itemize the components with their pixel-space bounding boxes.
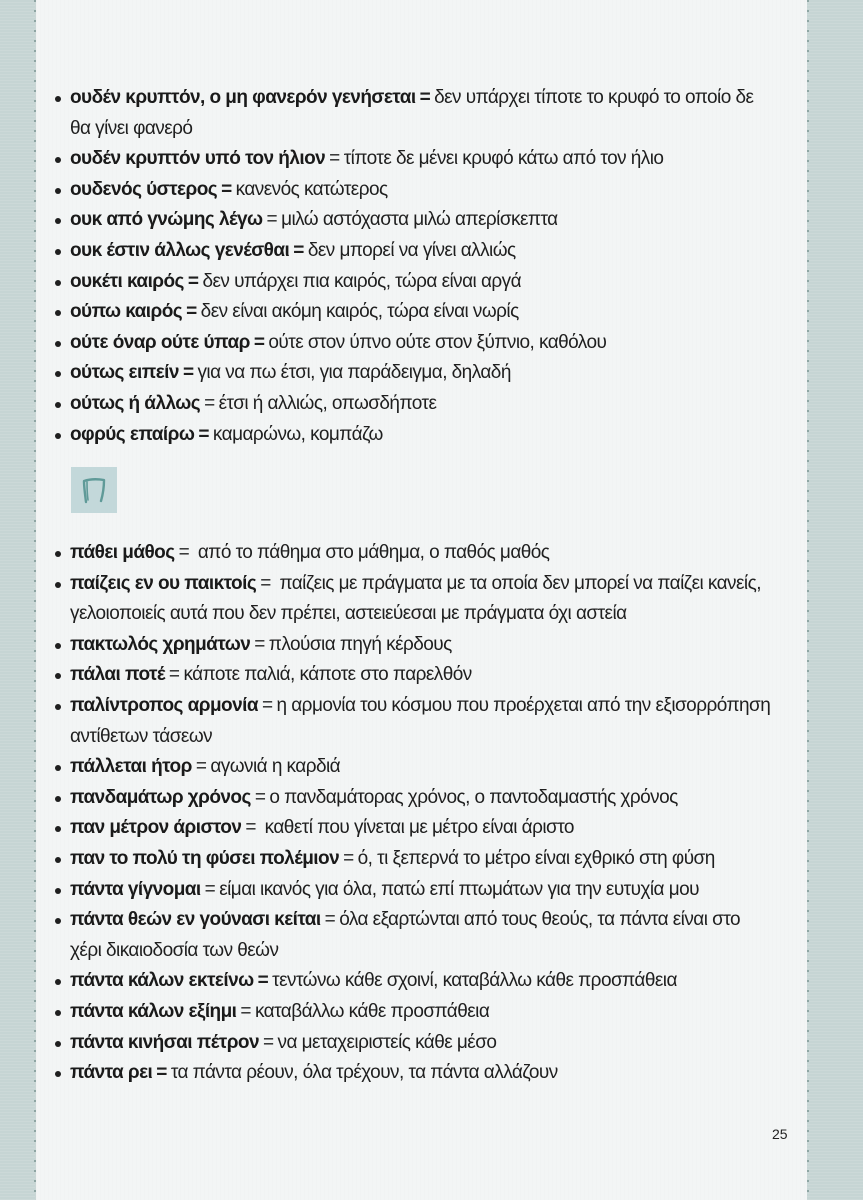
list-item bbox=[36, 844, 776, 875]
equals-sign: = bbox=[198, 423, 209, 445]
equals-sign: = bbox=[204, 392, 215, 414]
entry-meaning: δεν υπάρχει τίποτε το κρυφό το οποίο δε θα γίνει φανερό bbox=[70, 87, 754, 139]
entry-term: πανδαμάτωρ χρόνος bbox=[70, 786, 251, 808]
list-item bbox=[36, 752, 776, 783]
bullet-icon bbox=[55, 673, 61, 679]
list-item bbox=[36, 660, 776, 691]
equals-sign: = bbox=[178, 542, 190, 563]
list-item bbox=[36, 144, 776, 175]
bullet-icon bbox=[55, 826, 61, 832]
equals-sign: = bbox=[257, 970, 269, 992]
entry-meaning: πλούσια πηγή κέρδους bbox=[268, 633, 452, 655]
entry-meaning: καταβάλλω κάθε προσπάθεια bbox=[254, 1000, 490, 1022]
list-item bbox=[36, 1058, 776, 1089]
list-item bbox=[36, 175, 776, 206]
bullet-icon bbox=[55, 979, 61, 985]
bullet-icon bbox=[55, 918, 61, 924]
list-item bbox=[36, 236, 776, 267]
entry-term: ουδενός ύστερος bbox=[70, 178, 218, 200]
entry-term: ούτως ή άλλως bbox=[70, 392, 201, 414]
bullet-icon bbox=[55, 188, 61, 194]
equals-sign: = bbox=[253, 331, 265, 353]
entry-term: παλίντροπος αρμονία bbox=[70, 694, 258, 716]
entry-meaning: καμαρώνω, κομπάζω bbox=[212, 423, 383, 445]
equals-sign: = bbox=[254, 633, 265, 655]
bullet-icon bbox=[55, 1041, 61, 1047]
equals-sign: = bbox=[221, 178, 232, 200]
entry-meaning: ούτε στον ύπνο ούτε στον ξύπνιο, καθόλου bbox=[268, 331, 607, 353]
equals-sign: = bbox=[324, 909, 336, 931]
entry-meaning: δεν μπορεί να γίνει αλλιώς bbox=[307, 239, 516, 261]
list-item bbox=[36, 905, 776, 966]
entry-meaning: μιλώ αστόχαστα μιλώ απερίσκεπτα bbox=[281, 209, 558, 231]
list-item bbox=[36, 328, 776, 359]
list-item bbox=[36, 875, 776, 906]
list-item bbox=[36, 297, 776, 328]
equals-sign: = bbox=[262, 1031, 274, 1053]
entry-term: πάντα κινήσαι πέτρον bbox=[70, 1031, 259, 1053]
list-item bbox=[36, 358, 776, 389]
entry-term: πάθει μάθος bbox=[70, 542, 175, 563]
entry-term: πάντα γίγνομαι bbox=[70, 878, 201, 900]
entry-list-omicron bbox=[36, 83, 776, 450]
entry-meaning: παίζεις με πράγματα με τα οποία δεν μπορεί να παίζει κανείς, γελοιοποιείς αυτά που δεν πρέπει, αστειεύεσαι με πράγματα όχι αστεία bbox=[70, 572, 761, 625]
list-item bbox=[36, 267, 776, 298]
list-item bbox=[36, 997, 776, 1028]
entry-meaning: τίποτε δε μένει κρυφό κάτω από τον ήλιο bbox=[343, 148, 664, 170]
bullet-icon bbox=[55, 310, 61, 316]
equals-sign: = bbox=[182, 362, 194, 384]
bullet-icon bbox=[55, 433, 61, 439]
right-stitch-border bbox=[807, 0, 809, 1200]
entry-list-pi bbox=[36, 538, 776, 1089]
equals-sign: = bbox=[260, 572, 271, 594]
equals-sign: = bbox=[187, 270, 199, 292]
bullet-icon bbox=[55, 796, 61, 802]
entry-term: ούτως ειπείν bbox=[70, 362, 179, 384]
list-item bbox=[36, 691, 776, 752]
equals-sign: = bbox=[245, 817, 256, 839]
entry-meaning: είμαι ικανός για όλα, πατώ επί πτωμάτων για την ευτυχία μου bbox=[219, 878, 699, 900]
entry-meaning: δεν υπάρχει πια καιρός, τώρα είναι αργά bbox=[202, 270, 522, 292]
bullet-icon bbox=[55, 341, 61, 347]
right-margin-band bbox=[807, 0, 863, 1200]
entry-term: ούτε όναρ ούτε ύπαρ bbox=[70, 331, 250, 353]
entry-term: ουκέτι καιρός bbox=[70, 270, 184, 292]
entry-meaning: ό, τι ξεπερνά το μέτρο είναι εχθρικό στη φύση bbox=[357, 847, 715, 869]
equals-sign: = bbox=[419, 87, 431, 108]
equals-sign: = bbox=[293, 239, 304, 261]
entry-term: ουκ έστιν άλλως γενέσθαι bbox=[70, 239, 290, 261]
bullet-icon bbox=[55, 1071, 61, 1077]
entry-term: πάλαι ποτέ bbox=[70, 664, 165, 686]
entry-term: πάντα κάλων εξίημι bbox=[70, 1000, 237, 1022]
entry-term: ουκ από γνώμης λέγω bbox=[70, 209, 263, 231]
bullet-icon bbox=[55, 857, 61, 863]
entry-meaning: ο πανδαμάτορας χρόνος, ο παντοδαμαστής χρόνος bbox=[269, 786, 678, 808]
bullet-icon bbox=[55, 704, 61, 710]
list-item bbox=[36, 630, 776, 661]
left-margin-band bbox=[0, 0, 35, 1200]
equals-sign: = bbox=[156, 1062, 167, 1084]
page-number: 25 bbox=[772, 1126, 788, 1142]
bullet-icon bbox=[55, 96, 61, 102]
equals-sign: = bbox=[329, 148, 340, 170]
bullet-icon bbox=[55, 765, 61, 771]
list-item bbox=[36, 966, 776, 997]
list-item bbox=[36, 83, 776, 144]
entry-meaning: τεντώνω κάθε σχοινί, καταβάλλω κάθε προσπάθεια bbox=[272, 970, 677, 992]
list-item bbox=[36, 205, 776, 236]
equals-sign: = bbox=[195, 756, 207, 778]
list-item bbox=[36, 1028, 776, 1059]
bullet-icon bbox=[55, 402, 61, 408]
entry-term: παν μέτρον άριστον bbox=[70, 817, 242, 839]
section-letter-badge bbox=[71, 467, 117, 513]
entry-meaning: αγωνιά η καρδιά bbox=[210, 756, 341, 778]
entry-term: ουδέν κρυπτόν, ο μη φανερόν γενήσεται bbox=[70, 87, 416, 108]
entry-term: παίζεις εν ου παικτοίς bbox=[70, 572, 257, 594]
list-item bbox=[36, 783, 776, 814]
list-item bbox=[36, 569, 776, 630]
entry-meaning: κάποτε παλιά, κάποτε στο παρελθόν bbox=[183, 664, 472, 686]
bullet-icon bbox=[55, 249, 61, 255]
equals-sign: = bbox=[240, 1000, 251, 1022]
entry-term: πάντα κάλων εκτείνω bbox=[70, 970, 254, 992]
bullet-icon bbox=[55, 218, 61, 224]
list-item bbox=[36, 538, 776, 569]
bullet-icon bbox=[55, 371, 61, 377]
entry-term: πακτωλός χρημάτων bbox=[70, 633, 251, 655]
bullet-icon bbox=[55, 582, 61, 588]
letter-pi-icon bbox=[81, 476, 107, 504]
entry-term: οφρύς επαίρω bbox=[70, 423, 195, 445]
bullet-icon bbox=[55, 280, 61, 286]
bullet-icon bbox=[55, 1010, 61, 1016]
entry-meaning: να μεταχειριστείς κάθε μέσο bbox=[277, 1031, 497, 1053]
equals-sign: = bbox=[261, 694, 273, 716]
entry-meaning: καθετί που γίνεται με μέτρο είναι άριστο bbox=[259, 817, 574, 839]
bullet-icon bbox=[55, 551, 61, 557]
equals-sign: = bbox=[186, 301, 197, 323]
entry-term: πάντα θεών εν γούνασι κείται bbox=[70, 909, 321, 931]
entry-meaning: έτσι ή αλλιώς, οπωσδήποτε bbox=[218, 392, 437, 414]
entry-meaning: όλα εξαρτώνται από τους θεούς, τα πάντα είναι στο χέρι δικαιοδοσία των θεών bbox=[70, 909, 741, 961]
entry-meaning: από το πάθημα στο μάθημα, ο παθός μαθός bbox=[193, 542, 550, 563]
equals-sign: = bbox=[343, 847, 354, 869]
entry-term: ουδέν κρυπτόν υπό τον ήλιον bbox=[70, 148, 326, 170]
list-item bbox=[36, 389, 776, 420]
list-item bbox=[36, 420, 776, 451]
entry-term: πάλλεται ήτορ bbox=[70, 756, 192, 778]
entry-meaning: για να πω έτσι, για παράδειγμα, δηλαδή bbox=[197, 362, 511, 384]
bullet-icon bbox=[55, 643, 61, 649]
entry-meaning: τα πάντα ρέουν, όλα τρέχουν, τα πάντα αλλάζουν bbox=[170, 1062, 558, 1084]
entry-term: ούπω καιρός bbox=[70, 301, 183, 323]
entry-term: παν το πολύ τη φύσει πολέμιον bbox=[70, 847, 340, 869]
equals-sign: = bbox=[254, 786, 266, 808]
equals-sign: = bbox=[266, 209, 278, 231]
bullet-icon bbox=[55, 157, 61, 163]
entry-meaning: κανενός κατώτερος bbox=[235, 178, 388, 200]
list-item bbox=[36, 813, 776, 844]
entry-meaning: η αρμονία του κόσμου που προέρχεται από την εξισορρόπηση αντίθετων τάσεων bbox=[70, 694, 771, 747]
entry-term: πάντα ρει bbox=[70, 1062, 153, 1084]
equals-sign: = bbox=[168, 664, 180, 686]
bullet-icon bbox=[55, 888, 61, 894]
equals-sign: = bbox=[204, 878, 216, 900]
entry-meaning: δεν είναι ακόμη καιρός, τώρα είναι νωρίς bbox=[200, 301, 519, 323]
